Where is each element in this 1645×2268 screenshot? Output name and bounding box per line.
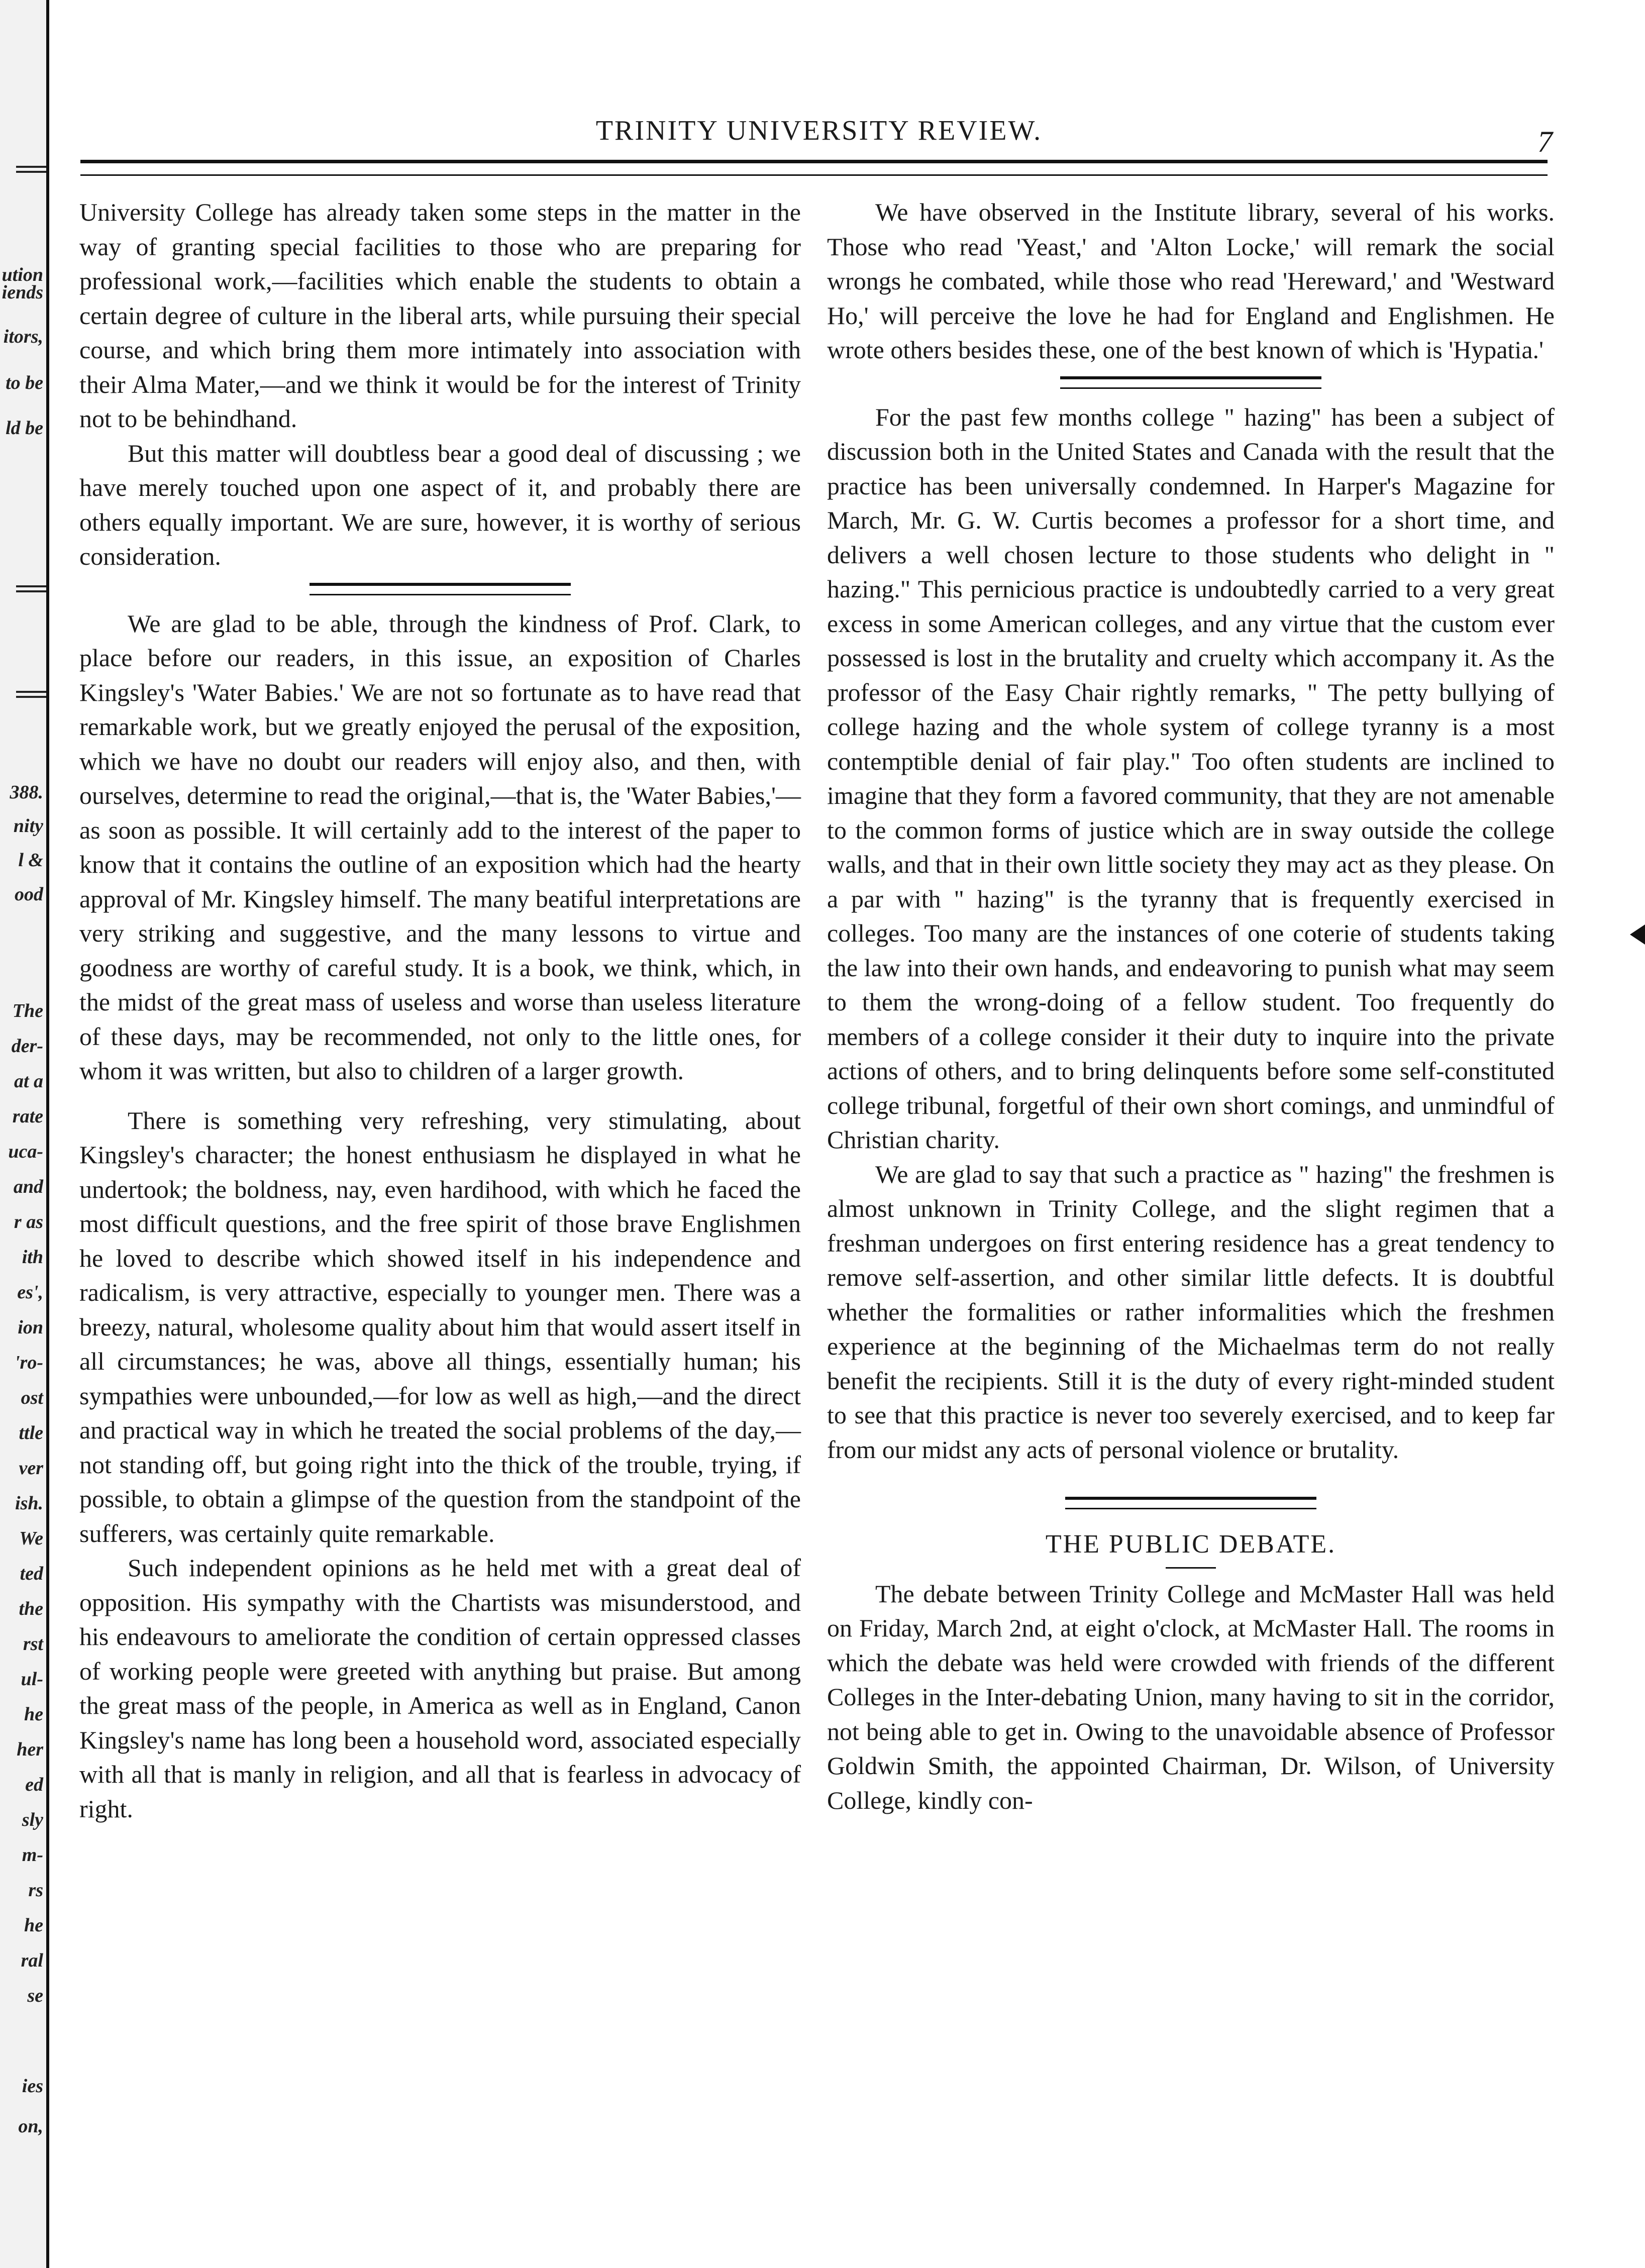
margin-rule — [16, 691, 46, 698]
paragraph: University College has already taken some steps in the matter in the way of granting special facilities to those who are preparing for professional work,—facilities which enable the students to obtain a certain degree of culture in the liberal arts, while pursuing their special course, and which bring them more intimately into association with their Alma Mater,—and we think it would be for the interest of Trinity not to be behindhand. — [79, 198, 801, 433]
margin-fragment: The — [12, 1000, 43, 1021]
margin-fragment: ver — [19, 1458, 43, 1479]
page-edge-mark — [1630, 924, 1645, 945]
margin-fragment: sly — [22, 1809, 43, 1830]
margin-fragment: ion — [18, 1317, 43, 1338]
section-separator — [310, 583, 571, 595]
margin-fragment: nity — [13, 815, 43, 837]
paragraph: There is something very refreshing, very stimulating, about Kingsley's character; the honest enthusiasm he displayed in what he undertook; the boldness, nay, even hardihood, with which he faced the most difficult questions, and the free spirit of those brave Englishmen he loved to describe which showed itself in his independence and radicalism, is very attractive, especially to younger men. There was a breezy, natural, wholesome quality about him that would assert itself in all circumstances; he was, above all things, essentially human; his sympathies were unbounded,—for low as well as high,—and the direct and practical way in which he treated the social problems of the day,—not standing off, but going right into the thick of the trouble, trying, if possible, to obtain a glimpse of the question from the standpoint of the sufferers, was certainly quite remarkable. — [79, 1106, 801, 1548]
margin-fragment: ution — [2, 264, 43, 285]
margin-fragment: 'ro- — [15, 1352, 43, 1373]
paragraph: We are glad to say that such a practice as " hazing" the freshmen is almost unknown in Trinity College, and the slight regimen that a freshman undergoes on first entering residence has a great tendency to remove self-assertion, and other similar little defects. It is doubtful whether the formalities or rather informalities which the freshmen experience at the beginning of the Michaelmas term do not really benefit the recipients. Still it is the duty of every right-minded student to see that this practice is never too severely exercised, and to keep far from our midst any acts of personal violence or brutality. — [827, 1160, 1555, 1464]
section-separator — [1065, 1497, 1316, 1509]
margin-rule — [16, 585, 46, 592]
paragraph: Such independent opinions as he held met with a great deal of opposition. His sympathy with the Chartists was misunderstood, and his endeavours to ameliorate the condition of certain oppressed classes of working people were greeted with anything but praise. But among the great mass of the people, in America as well as in England, Canon Kingsley's name has long been a household word, associated especially with all that is manly in religion, and all that is fearless in advocacy of right. — [79, 1554, 801, 1823]
margin-fragment: ed — [25, 1774, 43, 1795]
page-header — [80, 115, 1558, 160]
margin-fragment: ith — [22, 1247, 43, 1268]
margin-fragment: ral — [21, 1950, 43, 1971]
section-separator — [1060, 376, 1321, 389]
right-column — [827, 195, 1555, 1817]
margin-fragment: ost — [21, 1387, 43, 1408]
margin-fragment: m- — [22, 1844, 43, 1866]
margin-rule — [16, 166, 46, 173]
running-title: TRINITY UNIVERSITY REVIEW. — [595, 115, 1043, 146]
margin-fragment: to be — [6, 372, 43, 393]
margin-fragment: ted — [20, 1563, 43, 1584]
margin-fragment: rs — [28, 1880, 43, 1901]
margin-fragment: iends — [2, 282, 43, 303]
margin-fragment: he — [24, 1704, 43, 1725]
margin-fragment: her — [17, 1739, 43, 1760]
adjacent-page-edge — [0, 0, 49, 2268]
section-title: THE PUBLIC DEBATE. — [1045, 1530, 1336, 1559]
margin-fragment: l & — [18, 850, 43, 871]
margin-fragment: uca- — [8, 1141, 43, 1162]
margin-fragment: and — [13, 1176, 43, 1197]
margin-fragment: rate — [12, 1106, 43, 1127]
margin-fragment: der- — [11, 1036, 43, 1057]
margin-fragment: We — [19, 1528, 43, 1549]
margin-fragment: ttle — [19, 1422, 43, 1444]
margin-fragment: r as — [14, 1211, 43, 1232]
margin-fragment: itors, — [3, 326, 43, 347]
paragraph: We are glad to be able, through the kindness of Prof. Clark, to place before our readers, in this issue, an exposition of Charles Kingsley's 'Water Babies.' We are not so fortunate as to have read that remarkable work, but we greatly enjoyed the perusal of the exposition, which we have no doubt our readers will enjoy also, and then, with ourselves, determine to read the original,—that is, the 'Water Babies,'—as soon as possible. It will certainly add to the interest of the paper to know that it contains the outline of an exposition which had the hearty approval of Mr. Kingsley himself. The many beatiful interpretations are very striking and suggestive, and the many lessons to virtue and goodness are worthy of careful study. It is a book, we think, which, in the midst of the great mass of useless and worse than useless literature of these days, may be recommended, not only to the little ones, for whom it was written, but also to children of a larger growth. — [79, 609, 801, 1085]
header-double-rule — [80, 160, 1548, 176]
margin-fragment: 388. — [10, 782, 43, 803]
margin-fragment: he — [24, 1915, 43, 1936]
margin-fragment: on, — [18, 2116, 43, 2137]
margin-fragment: ul- — [21, 1669, 43, 1690]
margin-fragment: se — [27, 1985, 43, 2006]
margin-fragment: ood — [15, 884, 43, 905]
margin-fragment: es', — [17, 1282, 43, 1303]
margin-fragment: ies — [22, 2076, 43, 2097]
margin-fragment: at a — [14, 1071, 43, 1092]
title-underline — [1166, 1567, 1216, 1569]
margin-fragment: ld be — [6, 418, 43, 439]
margin-fragment: the — [19, 1598, 43, 1619]
page-number: 7 — [1537, 125, 1553, 158]
paragraph: For the past few months college " hazing" has been a subject of discussion both in the United States and Canada with the result that the practice has been universally condemned. In Harper's Magazine for March, Mr. G. W. Curtis becomes a professor for a short time, and delivers a well chosen lecture to those students who delight in " hazing." This pernicious practice is undoubtedly carried to a very great excess in some American colleges, and any virtue that the custom ever possessed is lost in the brutality and cruelty which accompany it. As the professor of the Easy Chair rightly remarks, " The petty bullying of college hazing and the whole system of college tyranny is a most contemptible denial of fair play." Too often students are inclined to imagine that they form a favored community, that they are not amenable to the common forms of justice which are in sway outside the college walls, and that in their own little society they may act as they please. On a par with " hazing" is the tyranny that is frequently exercised in colleges. Too many are the instances of one coterie of students taking the law into their own hands, and endeavoring to punish what may seem to them the wrong-doing of a fellow student. Too frequently do members of a college consider it their duty to inquire into the private actions of others, and to bring delinquents before some self-constituted college tribunal, forgetful of their own short comings, and unmindful of Christian charity. — [827, 402, 1555, 1154]
paragraph: We have observed in the Institute library, several of his works. Those who read 'Yeast,' and 'Alton Locke,' will remark the social wrongs he combated, while those who read 'Hereward,' and 'Westward Ho,' will perceive the love he had for England and Englishmen. He wrote others besides these, one of the best known of which is 'Hypatia.' — [827, 198, 1555, 364]
margin-fragment: ish. — [15, 1493, 43, 1514]
left-column — [79, 195, 801, 1826]
paragraph: The debate between Trinity College and McMaster Hall was held on Friday, March 2nd, at eight o'clock, at McMaster Hall. The rooms in which the debate was held were crowded with friends of the different Colleges in the Inter-debating Union, many having to sit in the corridor, not being able to get in. Owing to the unavoidable absence of Professor Goldwin Smith, the appointed Chairman, Dr. Wilson, of University College, kindly con- — [827, 1579, 1555, 1814]
paragraph: But this matter will doubtless bear a good deal of discussing ; we have merely touched upon one aspect of it, and probably there are others equally important. We are sure, however, it is worthy of serious consideration. — [79, 439, 801, 570]
margin-fragment: rst — [23, 1633, 43, 1655]
